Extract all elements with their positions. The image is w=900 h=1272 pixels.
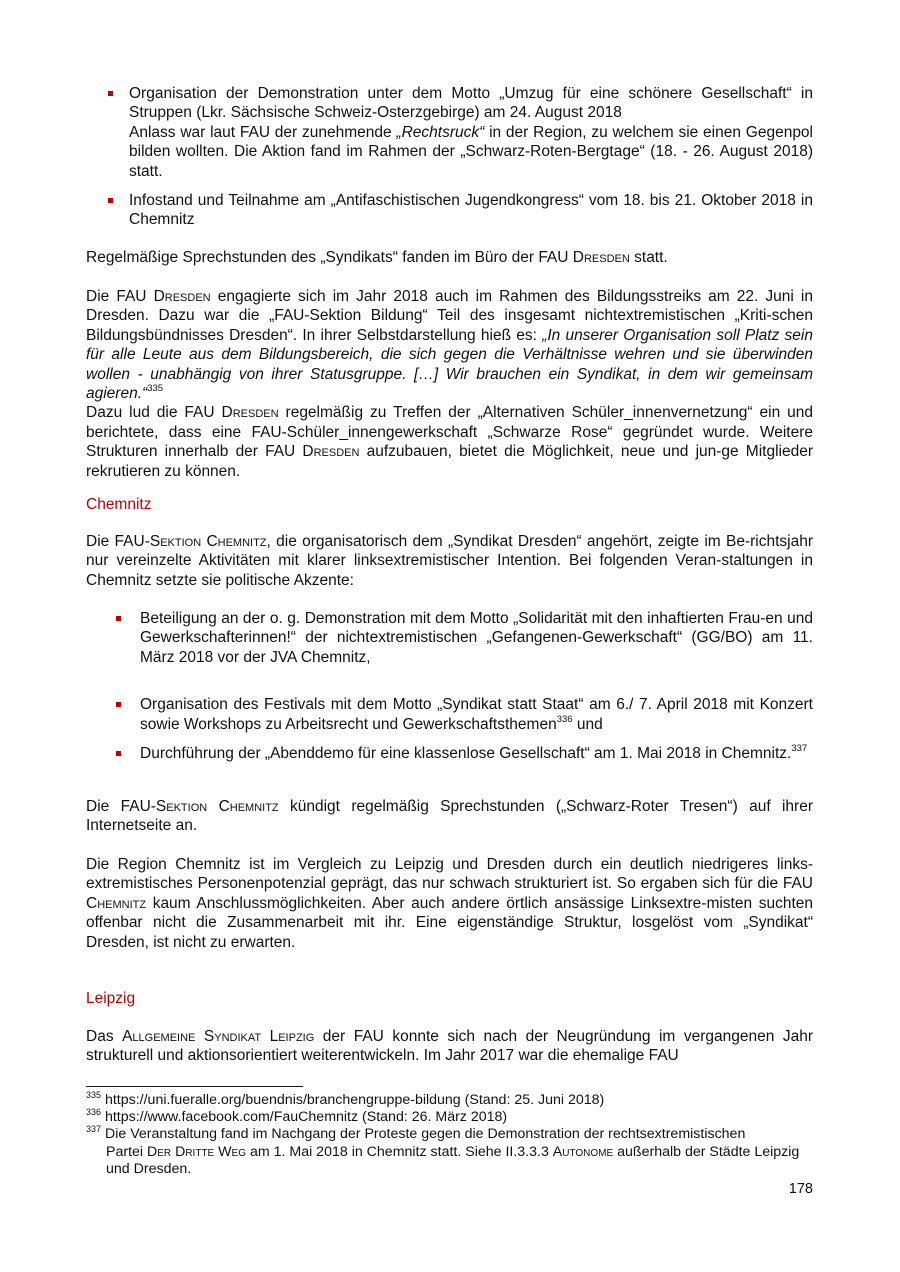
footnote-335: $^{335}$ https://uni.fueralle.org/buendnis/branchengruppe-bildung (Stand: 25. Juni 2018) bbox=[86, 1090, 605, 1108]
bullet-item-festival bbox=[86, 695, 813, 734]
bullet-text: Infostand und Teilnahme am „Antifaschistischen Jugendkongress“ vom 18. bis 21. Oktober 2018 in Chemnitz bbox=[129, 192, 813, 229]
paragraph-leipzig: Das Allgemeine Syndikat Leipzig der FAU konnte sich nach der Neugründung im vergangenen Jahr strukturell und aktionsorientiert weiterentwickeln. Im Jahr 2017 war die ehemalige FAU bbox=[86, 1028, 813, 1065]
section-heading-leipzig: Leipzig bbox=[86, 990, 136, 1007]
paragraph-chemnitz-intro: Die FAU-Sektion Chemnitz, die organisatorisch dem „Syndikat Dresden“ angehört, zeigte im Be-richtsjahr nur vereinzelte Aktivitäten mit klarer linksextremistischer Intention. Bei folgenden Veran-staltungen in Chemnitz setzte sie politische Akzente: bbox=[86, 533, 813, 589]
page-number: 178 bbox=[788, 1181, 813, 1197]
bullet-square-icon bbox=[108, 198, 113, 203]
paragraph-region: Die Region Chemnitz ist im Vergleich zu Leipzig und Dresden durch ein deutlich niedrigeres links-extremistisches Personenpotenzial geprägt, das nur schwach strukturiert ist. So ergaben sich für die FAU Chemnitz kaum Anschlussmöglichkeiten. Aber auch andere örtlich ansässige Linksextre-misten suchten offenbar nicht die Zusammenarbeit mit ihr. Eine eigenständige Struktur, losgelöst vom „Syndikat“ Dresden, ist nicht zu erwarten. bbox=[86, 856, 813, 951]
bullet-item-infostand bbox=[86, 191, 813, 230]
bullet-square-icon bbox=[116, 751, 121, 756]
paragraph-sprechstunden: Regelmäßige Sprechstunden des „Syndikats“ fanden im Büro der FAU Dresden statt. bbox=[86, 249, 668, 266]
bullet-text: Beteiligung an der o. g. Demonstration mit dem Motto „Solidarität mit den inhaftierten Frau-en und Gewerkschafterinnen!“ der nichtextremistischen „Gefangenen-Gewerkschaft“ (GG/BO) am 11. März 2018 vor der JVA Chemnitz, bbox=[140, 610, 813, 666]
footnote-divider bbox=[86, 1086, 303, 1087]
bullet-item-abenddemo bbox=[86, 744, 813, 763]
bullet-text: Organisation des Festivals mit dem Motto „Syndikat statt Staat“ am 6./ 7. April 2018 mit Konzert sowie Workshops zu Arbeitsrecht und Gewerkschaftsthemen$^{336}$ und bbox=[140, 696, 813, 733]
bullet-text: Durchführung der „Abenddemo für eine klassenlose Gesellschaft“ am 1. Mai 2018 in Chemnitz.$^{337}$ bbox=[140, 743, 808, 763]
bullet-list-chemnitz bbox=[86, 609, 813, 763]
paragraph-schueler: Dazu lud die FAU Dresden regelmäßig zu Treffen der „Alternativen Schüler_innenvernetzung“ ein und berichtete, dass eine FAU-Schüler_innengewerkschaft „Schwarze Rose“ gegründet wurde. Weitere Strukturen innerhalb der FAU Dresden aufzubauen, bietet die Möglichkeit, neue und jun-ge Mitglieder rekrutieren zu können. bbox=[86, 404, 813, 480]
footnote-ref: 336 bbox=[556, 713, 573, 725]
bullet-text: Organisation der Demonstration unter dem Motto „Umzug für eine schönere Gesellschaft“ in Struppen (Lkr. Sächsische Schweiz-Osterzgebirge) am 24. August 2018 Anlass war laut FAU der zunehmende „Rechtsruck“ in der Region, zu welchem sie einen Gegenpol bilden wollten. Die Aktion fand im Rahmen der „Schwarz-Roten-Bergtage“ (18. - 26. August 2018) statt. bbox=[129, 85, 813, 180]
footnote-ref: 337 bbox=[791, 743, 808, 755]
bullet-list-top bbox=[86, 84, 813, 230]
paragraph-bildungsstreik: Die FAU Dresden engagierte sich im Jahr 2018 auch im Rahmen des Bildungsstreiks am 22. Juni in Dresden. Dazu war die „FAU-Sektion Bildung“ Teil des insgesamt nichtextremistischen „Kriti-schen Bildungsbündnisses Dresden“. In ihrer Selbstdarstellung hieß es: „In unserer Organisation soll Platz sein für alle Leute aus dem Bildungsbereich, die sich gegen die Verhältnisse wehren und sie überwinden wollen - unabhängig von ihrer Statusgruppe. […] Wir brauchen ein Syndikat, in dem wir gemeinsam agieren.“$^{335}$ Dazu lud die FAU Dresden regelmäßig zu Treffen der „Alternativen Schüler_innenvernetzung“ ein und berichtete, dass eine FAU-Schüler_innengewerkschaft „Schwarze Rose“ gegründet wurde. Weitere Strukturen innerhalb der FAU Dresden aufzubauen, bietet die Möglichkeit, neue und jun-ge Mitglieder rekrutieren zu können. bbox=[86, 288, 813, 480]
bullet-item-struppen bbox=[86, 84, 813, 181]
section-heading-chemnitz: Chemnitz bbox=[86, 496, 152, 513]
footnote-337: $^{337}$ Die Veranstaltung fand im Nachgang der Proteste gegen die Demonstration der rechtsextremistischen Partei Der Dritte Weg am 1. Mai 2018 in Chemnitz statt. Siehe II.3.3.3 Autonome außerhalb der Städte Leipzig und Dresden. bbox=[86, 1124, 800, 1177]
bullet-square-icon bbox=[116, 702, 121, 707]
bullet-item-demonstration bbox=[86, 609, 813, 667]
footnote-ref: 335 bbox=[147, 383, 164, 395]
footnote-336: $^{336}$ https://www.facebook.com/FauChemnitz (Stand: 26. März 2018) bbox=[86, 1107, 508, 1126]
bullet-square-icon bbox=[116, 616, 121, 621]
footnotes bbox=[86, 1092, 813, 1178]
paragraph-tresen: Die FAU-Sektion Chemnitz kündigt regelmäßig Sprechstunden („Schwarz-Roter Tresen“) auf ihrer Internetseite an. bbox=[86, 798, 813, 835]
bullet-square-icon bbox=[108, 91, 113, 96]
